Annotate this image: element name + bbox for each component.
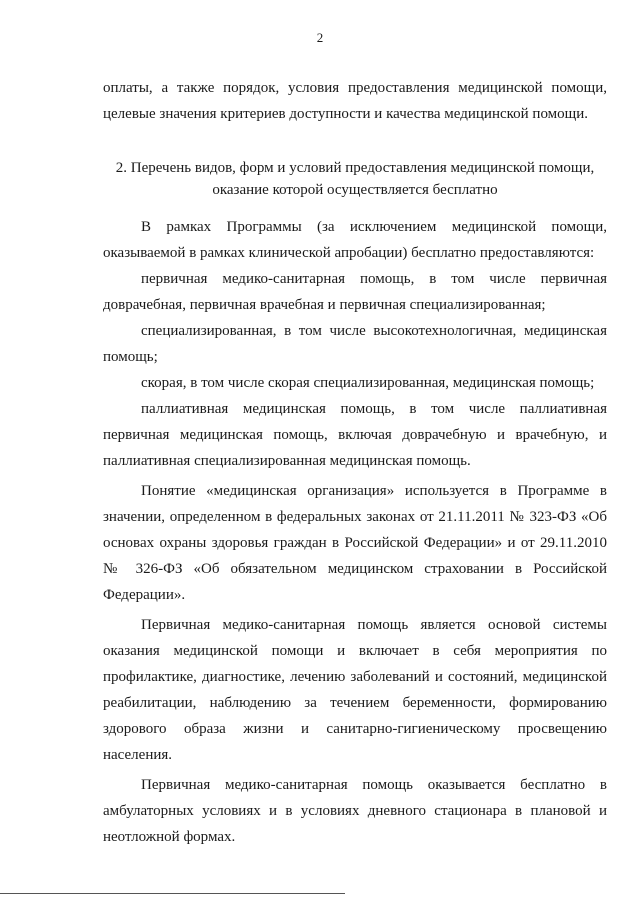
paragraph-palliative-care: паллиативная медицинская помощь, в том числе паллиативная первичная медицинская помощь, включая доврачебную и врачебную, и паллиативная специализированная медицинская помощь. [103,401,607,469]
section-heading-line-1: 2. Перечень видов, форм и условий предоставления медицинской помощи, [115,160,595,176]
paragraph-medical-organization: Понятие «медицинская организация» используется в Программе в значении, определенном в федеральных законах от 21.11.2011 № 323-ФЗ «Об основах охраны здоровья граждан в Российской Федерации» и от 29.11.2010 № 326-ФЗ «Об обязательном медицинском страховании в Российской Федерации». [103,483,607,603]
footer-rule [0,893,345,894]
paragraph-emergency-care: скорая, в том числе скорая специализированная, медицинская помощь; [141,375,595,391]
paragraph-specialized-care: специализированная, в том числе высокотехнологичная, медицинская помощь; [103,323,607,365]
section-heading [103,157,607,201]
intro-paragraph: оплаты, а также порядок, условия предоставления медицинской помощи, целевые значения критериев доступности и качества медицинской помощи. [103,80,607,122]
paragraph-primary-care: первичная медико-санитарная помощь, в том числе первичная доврачебная, первичная врачебная и первичная специализированная; [103,271,607,313]
paragraph-primary-care-basis: Первичная медико-санитарная помощь является основой системы оказания медицинской помощи и включает в себя мероприятия по профилактике, диагностике, лечению заболеваний и состояний, медицинской реабилитации, наблюдению за течением беременности, формированию здорового образа жизни и санитарно-гигиеническому просвещению населения. [103,617,607,763]
section-body [103,214,607,850]
page-number: 2 [316,30,324,45]
section-heading-line-2: оказание которой осуществляется бесплатно [212,182,498,198]
paragraph-primary-care-free: Первичная медико-санитарная помощь оказывается бесплатно в амбулаторных условиях и в условиях дневного стационара в плановой и неотложной формах. [103,777,607,845]
paragraph-programs-scope: В рамках Программы (за исключением медицинской помощи, оказываемой в рамках клинической апробации) бесплатно предоставляются: [103,219,607,261]
